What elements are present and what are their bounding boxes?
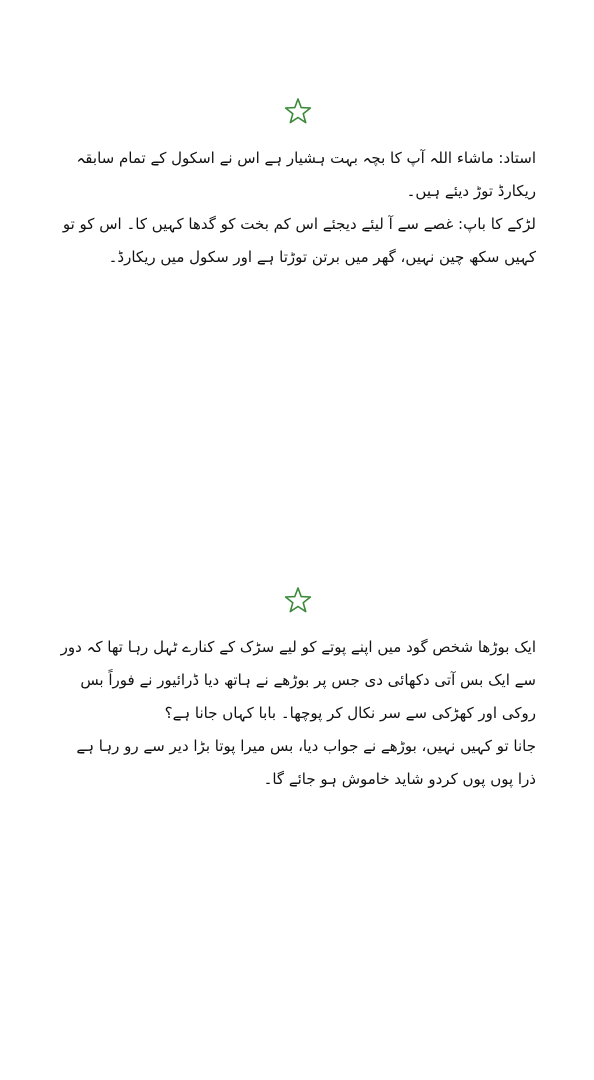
joke-text-1 [60,142,536,274]
paragraph: جانا تو کہیں نہیں، بوڑھے نے جواب دیا، بس میرا پوتا بڑا دیر سے رو رہا ہے ذرا پوں پوں کردو شاید خاموش ہو جائے گا۔ [76,737,536,788]
joke-section-1 [60,96,536,274]
joke-text-2 [60,631,536,796]
star-outline-icon [283,96,313,126]
joke-section-2 [60,585,536,796]
paragraph: ایک بوڑھا شخص گود میں اپنے پوتے کو لیے سڑک کے کنارے ٹہل رہا تھا کہ دور سے ایک بس آتی دکھائی دی جس پر بوڑھے نے ہاتھ دیا ڈرائیور نے فوراً بس روکی اور کھڑکی سے سر نکال کر پوچھا۔ بابا کہاں جانا ہے؟ [60,638,536,722]
paragraph: لڑکے کا باپ: غصے سے آ لیئے دیجئے اس کم بخت کو گدھا کہیں کا۔ اس کو تو کہیں سکھ چین نہیں، گھر میں برتن توڑتا ہے اور سکول میں ریکارڈ۔ [62,215,536,266]
star-outline-icon [283,585,313,615]
paragraph: استاد: ماشاء اللہ آپ کا بچہ بہت ہشیار ہے اس نے اسکول کے تمام سابقہ ریکارڈ توڑ دیئے ہیں۔ [76,149,536,200]
